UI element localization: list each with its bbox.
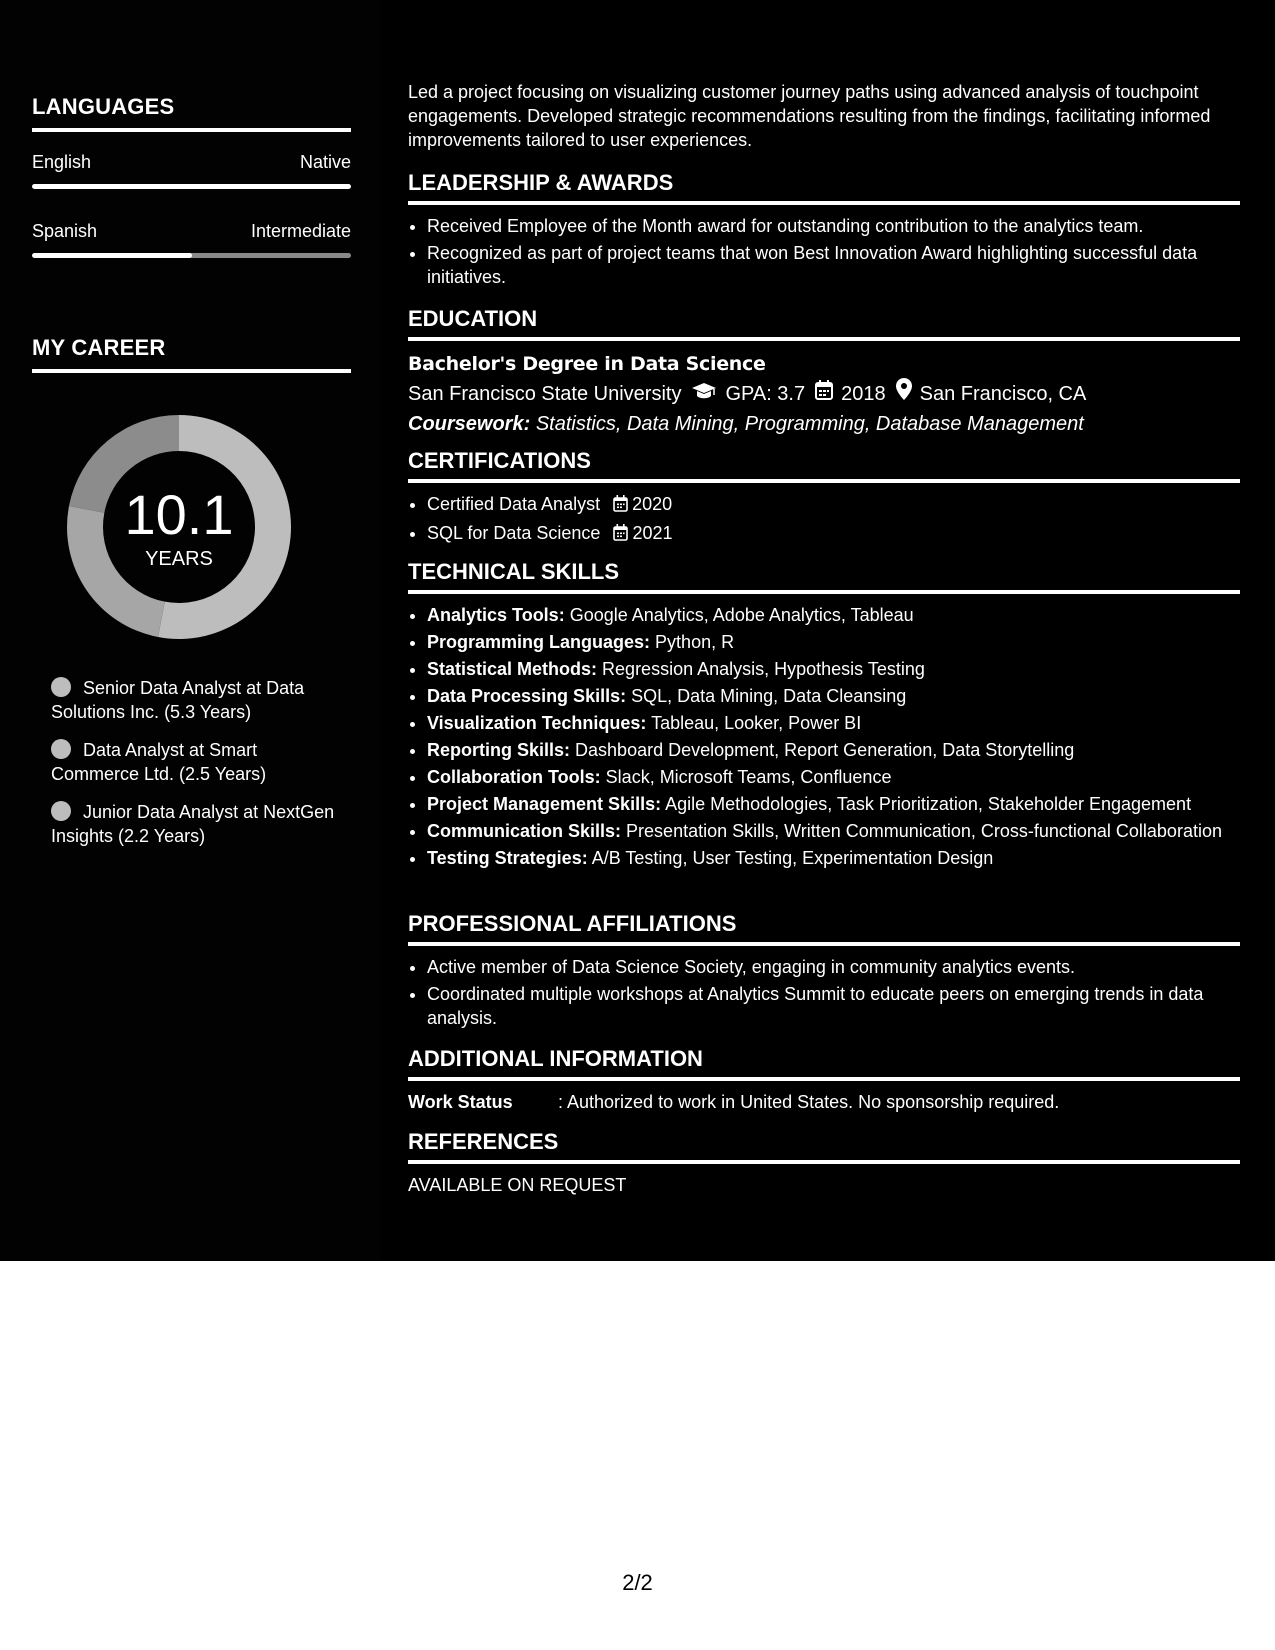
references-section: [408, 1129, 1240, 1197]
career-total-value: 10.1: [124, 483, 234, 546]
career-entry-text: Data Analyst at Smart Commerce Ltd. (2.5 Years): [51, 740, 267, 784]
section-title: TECHNICAL SKILLS: [408, 559, 1240, 594]
career-entry-text: Senior Data Analyst at Data Solutions Inc. (5.3 Years): [51, 678, 305, 722]
skill-item: [427, 765, 1240, 789]
sidebar: [0, 0, 380, 1261]
affiliations-section: [408, 911, 1240, 1033]
career-entry: [51, 738, 341, 786]
certification-name: Certified Data Analyst: [427, 494, 601, 514]
skill-label: Visualization Techniques:: [427, 713, 647, 733]
calendar-icon: [815, 379, 833, 409]
languages-heading: LANGUAGES: [32, 94, 351, 132]
language-level: Intermediate: [250, 221, 351, 241]
skill-label: Statistical Methods:: [427, 659, 598, 679]
leadership-section: [408, 170, 1240, 292]
skill-value: Slack, Microsoft Teams, Confluence: [605, 767, 892, 787]
section-title: LEADERSHIP & AWARDS: [408, 170, 1240, 205]
language-proficiency-fill: [32, 253, 192, 258]
location-pin-icon: [896, 378, 912, 409]
list-item: • Recognized as part of project teams that won Best Innovation Award highlighting successful data initiatives.: [427, 241, 1240, 289]
certification-year: 2020: [632, 494, 673, 514]
calendar-icon: [613, 523, 628, 547]
skill-value: SQL, Data Mining, Data Cleansing: [631, 686, 907, 706]
skill-label: Programming Languages:: [427, 632, 651, 652]
skill-value: Presentation Skills, Written Communication, Cross-functional Collaboration: [626, 821, 1222, 841]
certifications-list: [408, 492, 1240, 547]
bullet-dot-icon: [51, 677, 71, 697]
skill-label: Collaboration Tools:: [427, 767, 601, 787]
language-name: English: [32, 152, 92, 172]
list-item: • Active member of Data Science Society, engaging in community analytics events.: [427, 955, 1240, 979]
certification-name: SQL for Data Science: [427, 523, 601, 543]
school-location: San Francisco, CA: [919, 382, 1087, 405]
career-heading: MY CAREER: [32, 335, 351, 373]
skill-value: Google Analytics, Adobe Analytics, Tableau: [569, 605, 914, 625]
graduation-year: 2018: [841, 382, 886, 405]
references-text: AVAILABLE ON REQUEST: [408, 1175, 627, 1195]
list-item: • Coordinated multiple workshops at Analytics Summit to educate peers on emerging trends in data analysis.: [427, 982, 1240, 1030]
list-item: • Received Employee of the Month award for outstanding contribution to the analytics team.: [427, 214, 1240, 238]
language-level: Native: [299, 152, 351, 172]
leadership-list: [408, 214, 1240, 289]
skill-value: Regression Analysis, Hypothesis Testing: [602, 659, 925, 679]
skill-label: Project Management Skills:: [427, 794, 662, 814]
language-row-english: [32, 152, 351, 176]
bullet-dot-icon: [51, 739, 71, 759]
section-title: REFERENCES: [408, 1129, 1240, 1164]
career-donut-chart: [67, 415, 291, 639]
career-entry: [51, 800, 341, 848]
skill-value: Agile Methodologies, Task Prioritization, Stakeholder Engagement: [665, 794, 1192, 814]
education-section: [408, 306, 1240, 439]
skill-label: Communication Skills:: [427, 821, 622, 841]
skill-label: Reporting Skills:: [427, 740, 571, 760]
skill-item: [427, 603, 1240, 627]
language-proficiency-bar: [32, 184, 351, 189]
project-description: Led a project focusing on visualizing customer journey paths using advanced analysis of touchpoint engagements. Developed strategic recommendations resulting from the findings, facilitating informed improvements tailored to user experiences.: [408, 82, 1211, 150]
language-proficiency-bar: [32, 253, 351, 258]
school-name: San Francisco State University: [408, 382, 682, 405]
career-legend: [51, 676, 341, 862]
work-status-value: : Authorized to work in United States. No sponsorship required.: [558, 1092, 1060, 1112]
coursework-label: Coursework:: [408, 413, 531, 435]
career-entry: [51, 676, 341, 724]
skill-item: [427, 657, 1240, 681]
certification-year: 2021: [632, 523, 673, 543]
skill-label: Testing Strategies:: [427, 848, 588, 868]
coursework: [408, 409, 1240, 439]
page-number: 2/2: [622, 1570, 653, 1595]
work-status-label: Work Status: [408, 1092, 513, 1112]
language-proficiency-fill: [32, 184, 351, 189]
language-name: Spanish: [32, 221, 98, 241]
additional-info-section: [408, 1046, 1240, 1114]
skill-label: Analytics Tools:: [427, 605, 565, 625]
skill-value: Python, R: [655, 632, 735, 652]
skill-value: Dashboard Development, Report Generation, Data Storytelling: [575, 740, 1075, 760]
skill-item: [427, 738, 1240, 762]
education-details: [408, 378, 1240, 409]
skill-item: [427, 819, 1240, 843]
skill-label: Data Processing Skills:: [427, 686, 627, 706]
affiliations-list: [408, 955, 1240, 1030]
list-item: [427, 492, 1240, 518]
degree-title: Bachelor's Degree in Data Science: [408, 353, 766, 375]
section-title: EDUCATION: [408, 306, 1240, 341]
list-item: [427, 521, 1240, 547]
skill-value: Tableau, Looker, Power BI: [651, 713, 862, 733]
coursework-list: Statistics, Data Mining, Programming, Database Management: [535, 413, 1084, 435]
section-title: ADDITIONAL INFORMATION: [408, 1046, 1240, 1081]
work-status-row: [408, 1090, 1240, 1114]
skill-item: [427, 630, 1240, 654]
skill-value: A/B Testing, User Testing, Experimentation Design: [591, 848, 994, 868]
technical-skills-section: [408, 559, 1240, 873]
graduation-cap-icon: [691, 379, 717, 409]
gpa: GPA: 3.7: [725, 382, 806, 405]
career-entry-text: Junior Data Analyst at NextGen Insights (2.2 Years): [51, 802, 335, 846]
career-total-unit: YEARS: [145, 548, 213, 570]
skill-item: [427, 792, 1240, 816]
calendar-icon: [613, 494, 628, 518]
skills-list: [408, 603, 1240, 870]
skill-item: [427, 684, 1240, 708]
section-title: PROFESSIONAL AFFILIATIONS: [408, 911, 1240, 946]
skill-item: [427, 711, 1240, 735]
language-row-spanish: [32, 221, 351, 245]
section-title: CERTIFICATIONS: [408, 448, 1240, 483]
bullet-dot-icon: [51, 801, 71, 821]
skill-item: [427, 846, 1240, 870]
certifications-section: [408, 448, 1240, 550]
